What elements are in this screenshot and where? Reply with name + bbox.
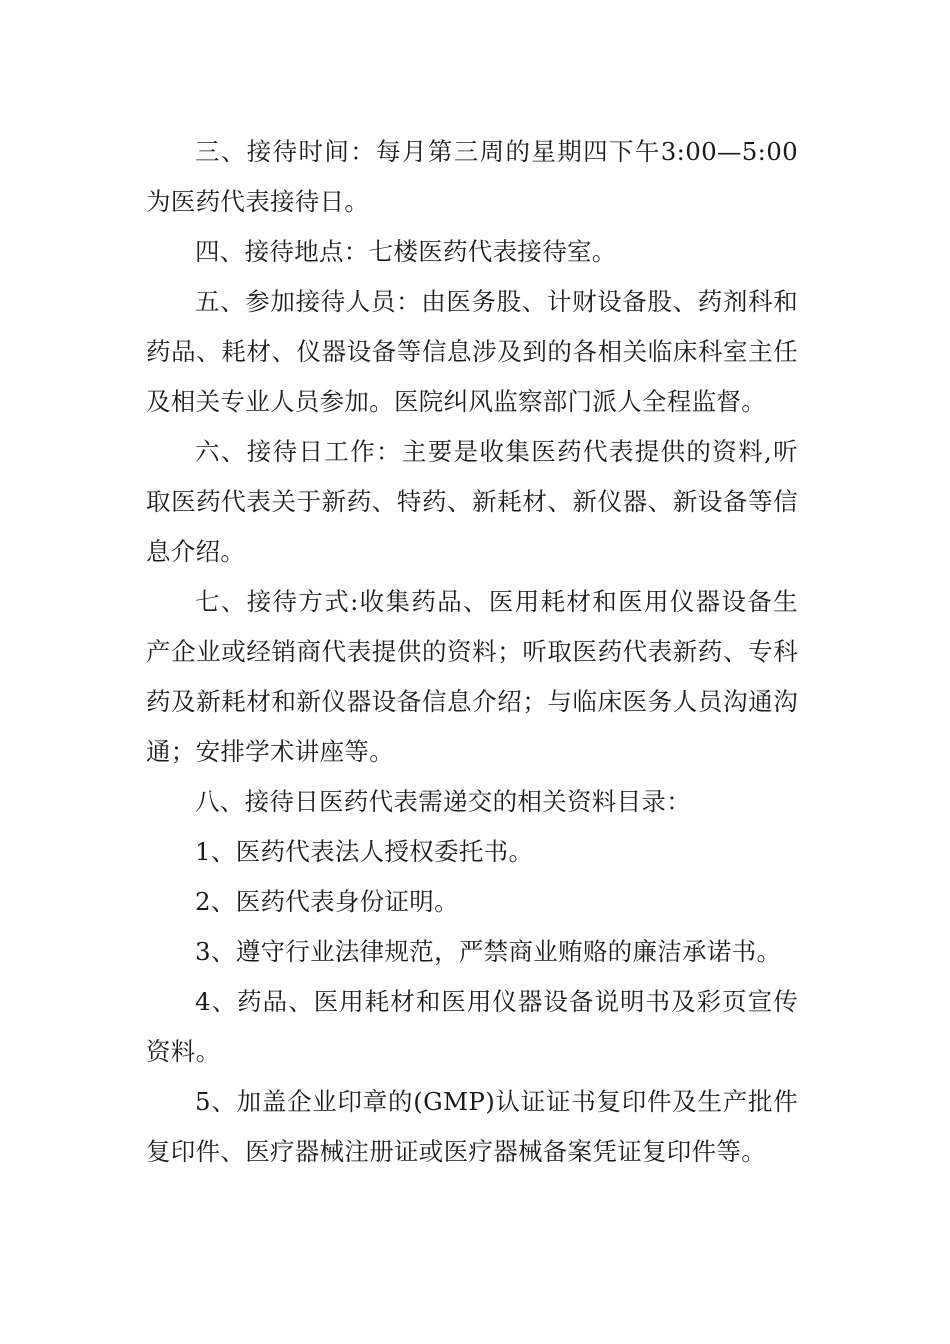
list-item-certificates: 5、加盖企业印章的(GMP)认证证书复印件及生产批件复印件、医疗器械注册证或医疗器械备案凭证复印件等。	[146, 1087, 798, 1166]
document-body	[146, 127, 798, 1177]
paragraph-materials-heading: 八、接待日医药代表需递交的相关资料目录：	[195, 787, 691, 816]
list-item-authorization-letter: 1、医药代表法人授权委托书。	[195, 837, 534, 866]
paragraph-reception-time: 三、接待时间：每月第三周的星期四下午3:00—5:00为医药代表接待日。	[146, 137, 798, 216]
paragraph-reception-method: 七、接待方式:收集药品、医用耗材和医用仪器设备生产企业或经销商代表提供的资料；听取医药代表新药、专科药及新耗材和新仪器设备信息介绍；与临床医务人员沟通沟通；安排学术讲座等。	[146, 587, 798, 766]
list-item-product-manuals: 4、药品、医用耗材和医用仪器设备说明书及彩页宣传资料。	[146, 987, 798, 1066]
paragraph-reception-location: 四、接待地点：七楼医药代表接待室。	[195, 237, 617, 266]
list-item-integrity-pledge: 3、遵守行业法律规范，严禁商业贿赂的廉洁承诺书。	[195, 937, 782, 966]
paragraph-participants: 五、参加接待人员：由医务股、计财设备股、药剂科和药品、耗材、仪器设备等信息涉及到的各相关临床科室主任及相关专业人员参加。医院纠风监察部门派人全程监督。	[146, 287, 798, 416]
list-item-identity-proof: 2、医药代表身份证明。	[195, 887, 459, 916]
paragraph-reception-day-work: 六、接待日工作：主要是收集医药代表提供的资料,听取医药代表关于新药、特药、新耗材、新仪器、新设备等信息介绍。	[146, 437, 798, 566]
